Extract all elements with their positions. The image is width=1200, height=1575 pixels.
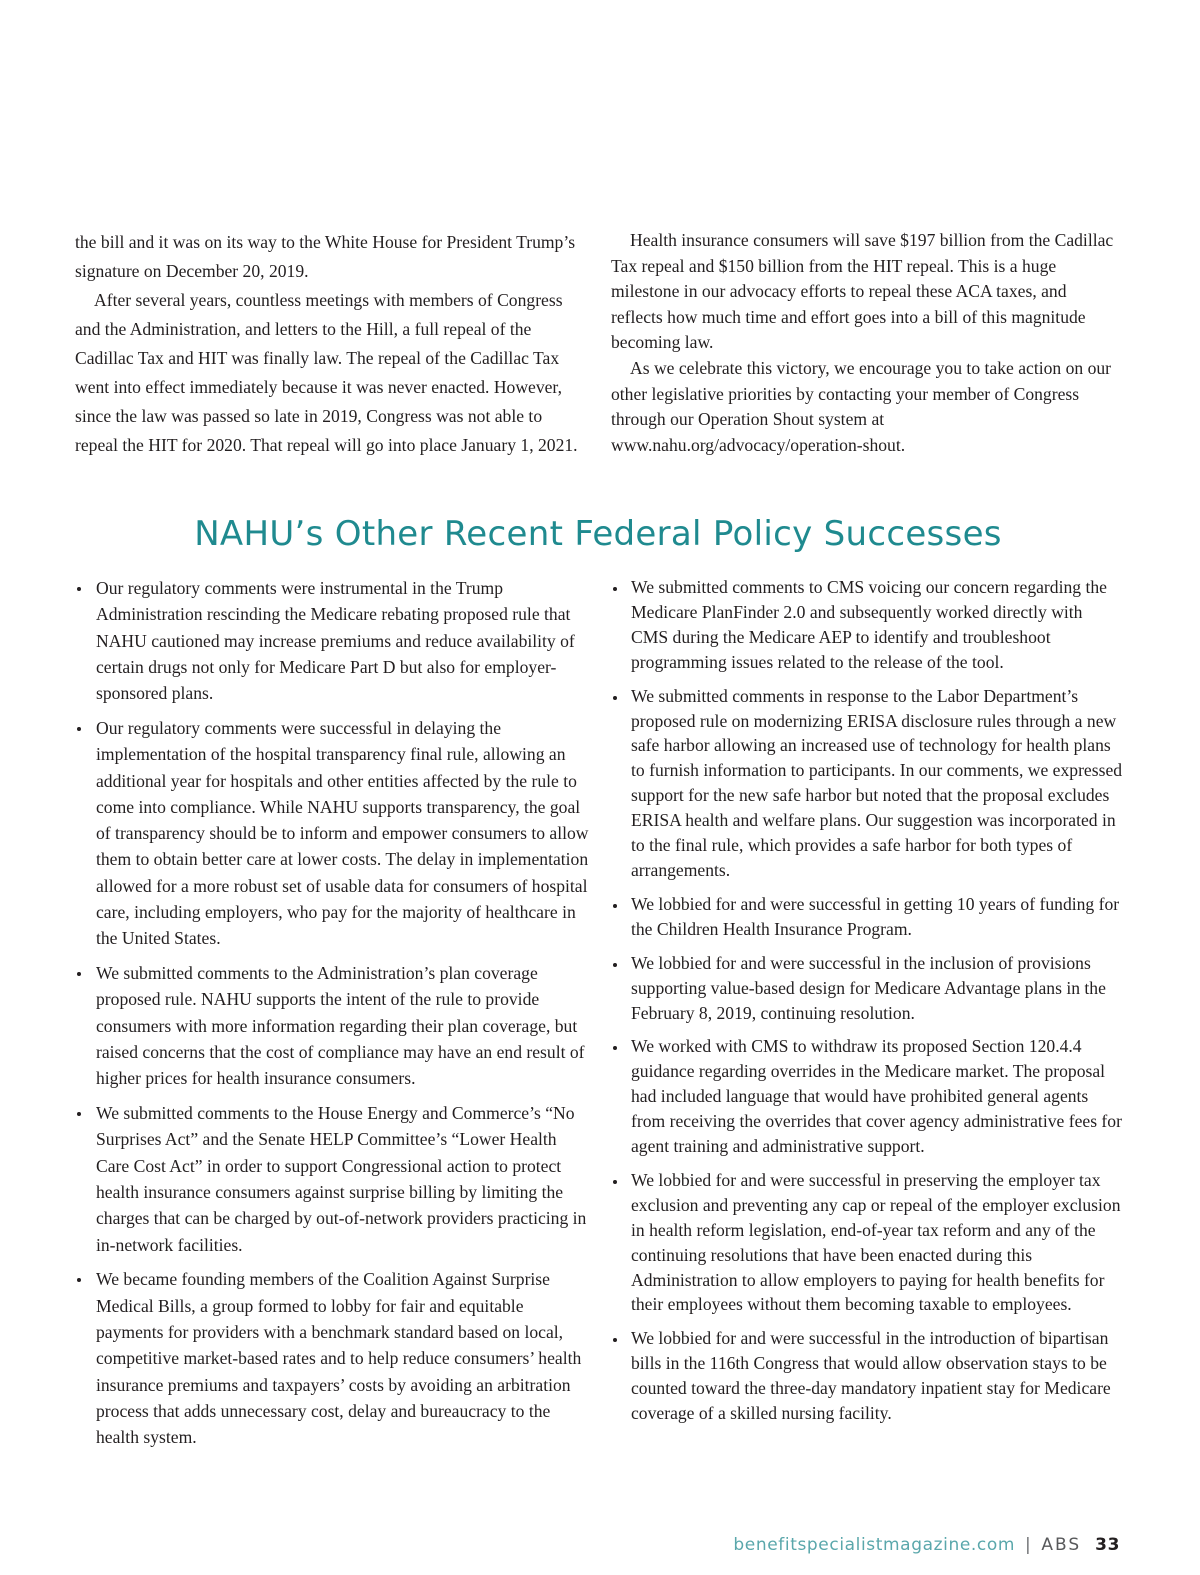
bullet-icon (613, 696, 617, 700)
footer-separator: | (1025, 1535, 1032, 1555)
intro-paragraph: the bill and it was on its way to the White House for President Trump’s signature on December 20, 2019. (75, 232, 576, 281)
list-item (611, 575, 1123, 675)
list-item-text: We submitted comments to CMS voicing our concern regarding the Medicare PlanFinder 2.0 and subsequently worked directly with CMS during the Medicare AEP to identify and troubleshoot programming issues related to the release of the tool. (631, 577, 1107, 672)
list-item (75, 575, 590, 706)
list-item-text: We submitted comments to the Administration’s plan coverage proposed rule. NAHU supports the intent of the rule to provide consumers with more information regarding their plan coverage, but raised concerns that the cost of compliance may have an end result of higher prices for health insurance consumers. (96, 963, 585, 1089)
bullet-icon (77, 1112, 81, 1116)
page-number: 33 (1095, 1535, 1120, 1555)
list-item-text: We lobbied for and were successful in getting 10 years of funding for the Children Health Insurance Program. (631, 893, 1120, 939)
list-item (611, 1326, 1123, 1426)
list-item-text: We submitted comments in response to the Labor Department’s proposed rule on modernizing ERISA disclosure rules through a new safe harbor allowing an increased use of technology for health plans to furnish information to participants. In our comments, we expressed support for the new safe harbor but noted that the proposal excludes ERISA health and welfare plans. Our suggestion was incorporated in to the final rule, which provides a safe harbor for both types of arrangements. (631, 685, 1123, 880)
list-item (75, 1100, 590, 1258)
list-item (75, 960, 590, 1091)
list-item (611, 892, 1123, 942)
list-item (611, 684, 1123, 883)
bullet-icon (613, 1338, 617, 1342)
list-item-text: Our regulatory comments were successful in delaying the implementation of the hospital transparency final rule, allowing an additional year for hospitals and other entities affected by the rule to come into compliance. While NAHU supports transparency, the goal of transparency should be to inform and empower consumers to allow them to obtain better care at lower costs. The delay in implementation allowed for a more robust set of usable data for consumers of hospital care, including employers, who pay for the majority of healthcare in the United States. (96, 717, 589, 949)
policy-successes-left-list (75, 575, 590, 1459)
list-item (611, 951, 1123, 1026)
list-item (75, 1266, 590, 1450)
list-item-text: We lobbied for and were successful in the introduction of bipartisan bills in the 116th Congress that would allow observation stays to be counted toward the three-day mandatory inpatient stay for Medicare coverage of a skilled nursing facility. (631, 1328, 1111, 1424)
intro-paragraph: After several years, countless meetings with members of Congress and the Administration, and letters to the Hill, a full repeal of the Cadillac Tax and HIT was finally law. The repeal of the Cadillac Tax went into effect immediately because it was never enacted. However, since the law was passed so late in 2019, Congress was not able to repeal the HIT for 2020. That repeal will go into place January 1, 2021. (75, 290, 578, 455)
bullet-icon (77, 972, 81, 976)
page-footer (733, 1535, 1120, 1555)
list-item-text: We submitted comments to the House Energy and Commerce’s “No Surprises Act” and the Senate HELP Committee’s “Lower Health Care Cost Act” in order to support Congressional action to protect health insurance consumers against surprise billing by limiting the charges that can be charged by out-of-network providers practicing in in-network facilities. (96, 1103, 587, 1255)
list-item (611, 1168, 1123, 1317)
bullet-icon (613, 587, 617, 591)
bullet-icon (77, 1278, 81, 1282)
list-item-text: We became founding members of the Coalition Against Surprise Medical Bills, a group formed to lobby for fair and equitable payments for providers with a benchmark standard based on local, competitive market-based rates and to help reduce consumers’ health insurance premiums and taxpayers’ costs by avoiding an arbitration process that adds unnecessary cost, delay and bureaucracy to the health system. (96, 1269, 582, 1448)
bullet-icon (77, 587, 81, 591)
list-item (75, 715, 590, 952)
list-item-text: We lobbied for and were successful in the inclusion of provisions supporting value-based design for Medicare Advantage plans in the February 8, 2019, continuing resolution. (631, 952, 1106, 1023)
intro-paragraph: Health insurance consumers will save $197 billion from the Cadillac Tax repeal and $150 billion from the HIT repeal. This is a huge milestone in our advocacy efforts to repeal these ACA taxes, and reflects how much time and effort goes into a bill of this magnitude becoming law. (611, 230, 1114, 353)
bullet-icon (613, 963, 617, 967)
list-item (611, 1034, 1123, 1159)
footer-website-link[interactable]: benefitspecialistmagazine.com (733, 1535, 1016, 1555)
policy-successes-right-list (611, 575, 1123, 1435)
footer-magazine-name: ABS (1041, 1535, 1082, 1555)
list-item-text: We worked with CMS to withdraw its proposed Section 120.4.4 guidance regarding overrides in the Medicare market. The proposal had included language that would have prohibited general agents from receiving the overrides that cover agency administrative fees for agent training and administrative support. (631, 1036, 1122, 1157)
bullet-icon (613, 1180, 617, 1184)
section-heading: NAHU’s Other Recent Federal Policy Successes (194, 514, 1002, 554)
bullet-icon (613, 904, 617, 908)
list-item-text: Our regulatory comments were instrumental in the Trump Administration rescinding the Medicare rebating proposed rule that NAHU cautioned may increase premiums and reduce availability of certain drugs not only for Medicare Part D but also for employer-sponsored plans. (96, 578, 575, 704)
list-item-text: We lobbied for and were successful in preserving the employer tax exclusion and preventing any cap or repeal of the employer exclusion in health reform legislation, end-of-year tax reform and any of the continuing resolutions that have been enacted during this Administration to allow employers to paying for health benefits for their employees without them becoming taxable to employees. (631, 1169, 1121, 1315)
intro-right-column (611, 228, 1121, 458)
intro-paragraph: As we celebrate this victory, we encourage you to take action on our other legislative priorities by contacting your member of Congress through our Operation Shout system at www.nahu.org/advocacy/operation-shout. (611, 357, 1112, 455)
intro-left-column (75, 228, 587, 460)
bullet-icon (77, 727, 81, 731)
bullet-icon (613, 1046, 617, 1050)
